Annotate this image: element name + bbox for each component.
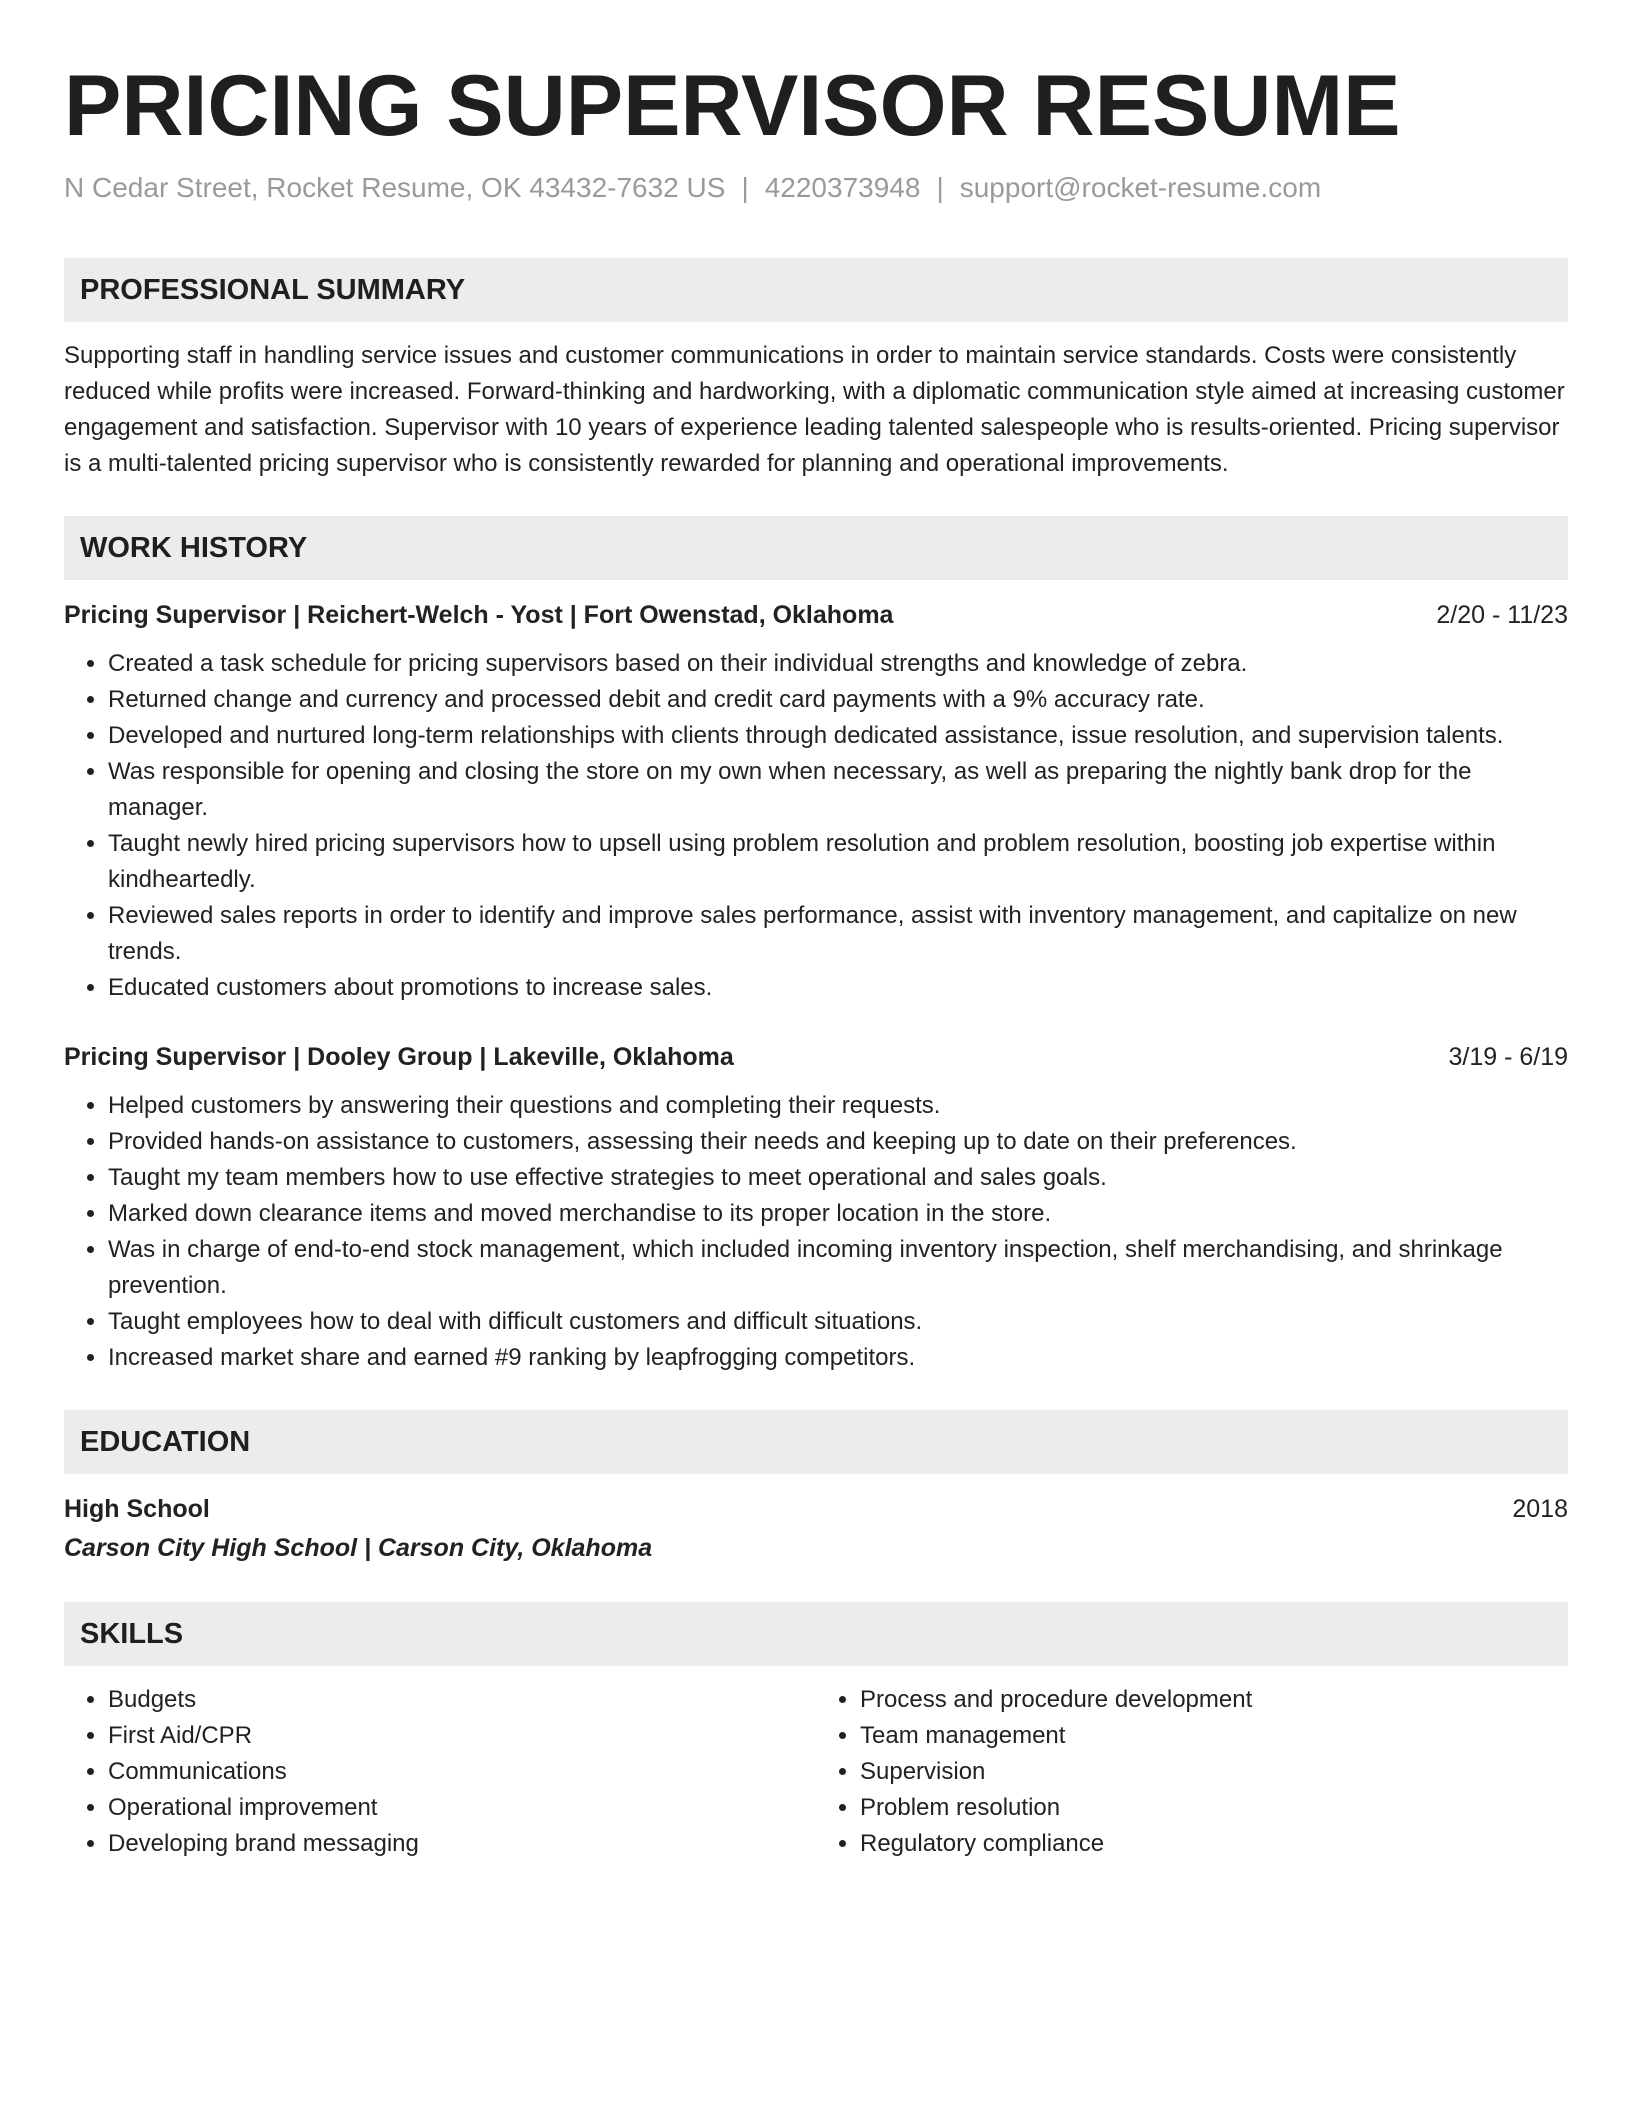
section-header-education: EDUCATION <box>64 1410 1568 1474</box>
skill-item: • Supervision <box>860 1754 1568 1790</box>
skill-item: • Operational improvement <box>108 1790 816 1826</box>
skill-item: • Problem resolution <box>860 1790 1568 1826</box>
job-bullet: • Increased market share and earned #9 ranking by leapfrogging competitors. <box>108 1340 1568 1376</box>
skills-columns <box>64 1682 1568 1862</box>
job-bullet: • Was responsible for opening and closing the store on my own when necessary, as well as preparing the nightly bank drop for the manager. <box>108 754 1568 826</box>
skills-column-left <box>64 1682 816 1862</box>
section-header-work-history: WORK HISTORY <box>64 516 1568 580</box>
skill-item: • Developing brand messaging <box>108 1826 816 1862</box>
contact-phone: 4220373948 <box>764 172 921 203</box>
skill-item: • Team management <box>860 1718 1568 1754</box>
skill-item: • First Aid/CPR <box>108 1718 816 1754</box>
skill-item: • Communications <box>108 1754 816 1790</box>
contact-separator: | <box>741 172 749 203</box>
job-bullet: • Returned change and currency and processed debit and credit card payments with a 9% accuracy rate. <box>108 682 1568 718</box>
skill-item: • Process and procedure development <box>860 1682 1568 1718</box>
education-degree: High School <box>64 1495 210 1523</box>
job-bullet: • Provided hands-on assistance to customers, assessing their needs and keeping up to date on their preferences. <box>108 1124 1568 1160</box>
contact-address: N Cedar Street, Rocket Resume, OK 43432-7632 US <box>64 172 726 203</box>
job-dates: 2/20 - 11/23 <box>1436 601 1568 629</box>
job-bullet: • Helped customers by answering their questions and completing their requests. <box>108 1088 1568 1124</box>
job-bullet: • Taught newly hired pricing supervisors how to upsell using problem resolution and problem resolution, boosting job expertise within kindheartedly. <box>108 826 1568 898</box>
job-title: Pricing Supervisor | Reichert-Welch - Yost | Fort Owenstad, Oklahoma <box>64 601 894 629</box>
education-school: Carson City High School | Carson City, Oklahoma <box>64 1534 653 1562</box>
skills-column-right <box>816 1682 1568 1862</box>
skill-item: • Regulatory compliance <box>860 1826 1568 1862</box>
job-title: Pricing Supervisor | Dooley Group | Lakeville, Oklahoma <box>64 1043 734 1071</box>
job-header <box>64 1040 1568 1074</box>
contact-email: support@rocket-resume.com <box>959 172 1322 203</box>
job-dates: 3/19 - 6/19 <box>1448 1043 1568 1071</box>
skill-item: • Budgets <box>108 1682 816 1718</box>
job-bullet: • Taught employees how to deal with difficult customers and difficult situations. <box>108 1304 1568 1340</box>
resume-title: PRICING SUPERVISOR RESUME <box>64 58 1401 154</box>
job-bullet: • Reviewed sales reports in order to identify and improve sales performance, assist with inventory management, and capitalize on new trends. <box>108 898 1568 970</box>
job-bullets <box>64 1088 1568 1376</box>
section-header-skills: SKILLS <box>64 1602 1568 1666</box>
job-bullet: • Educated customers about promotions to increase sales. <box>108 970 1568 1006</box>
education-header <box>64 1492 1568 1526</box>
job-entry <box>64 598 1568 1006</box>
job-bullet: • Created a task schedule for pricing supervisors based on their individual strengths and knowledge of zebra. <box>108 646 1568 682</box>
job-bullets <box>64 646 1568 1006</box>
section-header-summary: PROFESSIONAL SUMMARY <box>64 258 1568 322</box>
job-bullet: • Taught my team members how to use effective strategies to meet operational and sales goals. <box>108 1160 1568 1196</box>
contact-separator: | <box>936 172 944 203</box>
job-bullet: • Marked down clearance items and moved merchandise to its proper location in the store. <box>108 1196 1568 1232</box>
job-entry <box>64 1040 1568 1376</box>
job-bullet: • Was in charge of end-to-end stock management, which included incoming inventory inspection, shelf merchandising, and shrinkage prevention. <box>108 1232 1568 1304</box>
job-bullet: • Developed and nurtured long-term relationships with clients through dedicated assistance, issue resolution, and supervision talents. <box>108 718 1568 754</box>
contact-line <box>64 170 1568 206</box>
job-header <box>64 598 1568 632</box>
education-year: 2018 <box>1512 1495 1568 1523</box>
summary-text: Supporting staff in handling service issues and customer communications in order to maintain service standards. Costs were consistently reduced while profits were increased. Forward-thinking and hardworking, with a diplomatic communication style aimed at increasing customer engagement and satisfaction. Supervisor with 10 years of experience leading talented salespeople who is results-oriented. Pricing supervisor is a multi-talented pricing supervisor who is consistently rewarded for planning and operational improvements. <box>64 342 1565 477</box>
